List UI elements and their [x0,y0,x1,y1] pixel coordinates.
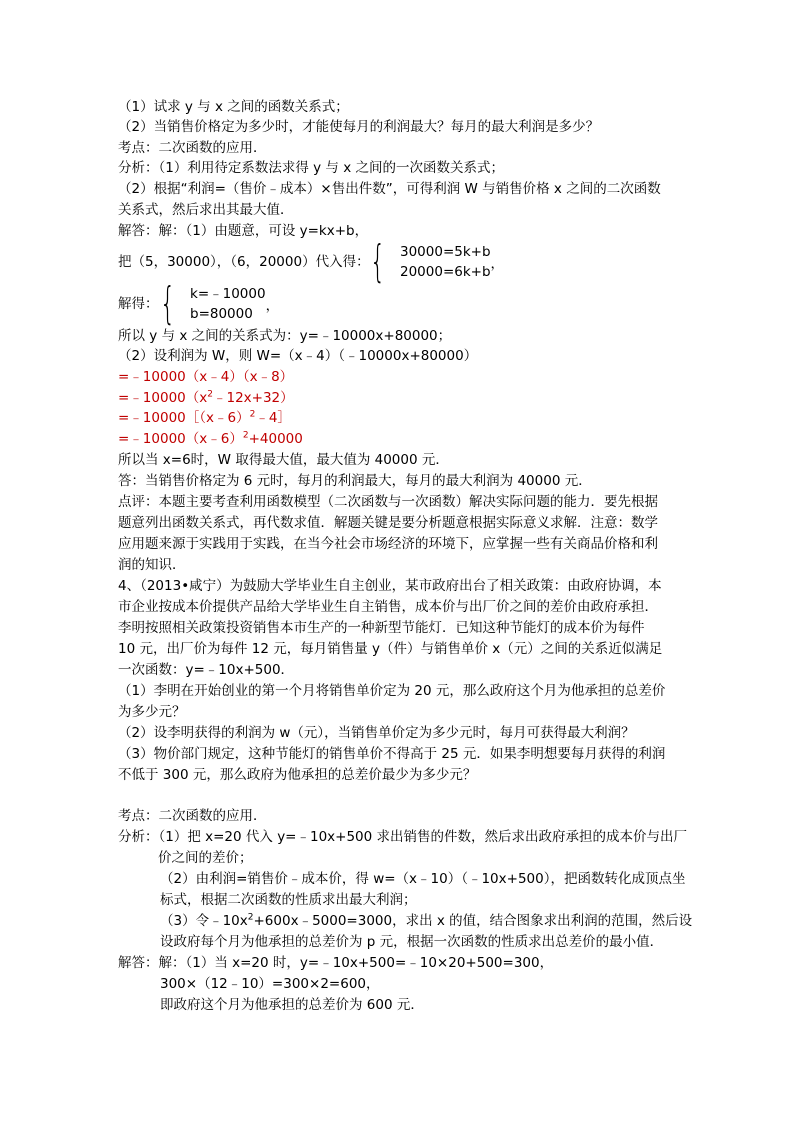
solution2-line-1: 解答：解：（1）当 x=20 时，y=﹣10x+500=﹣10×20+500=300， [118,955,554,971]
problem4-q1-line-1: （1）李明在开始创业的第一个月将销售单价定为 20 元，那么政府这个月为他承担的总差价 [118,683,666,699]
analysis2-line-4: 标式，根据二次函数的性质求出最大利润； [160,892,417,908]
solution-line-1: 解答：解：（1）由题意，可设 y=kx+b， [118,223,369,239]
substitute-text: 把（5，30000），（6，20000）代入得： [118,254,370,270]
expr: =﹣10000（x﹣6） [118,431,243,447]
expr: （3）令﹣10x [160,913,248,929]
problem4-line-1: 4、（2013•咸宁）为鼓励大学毕业生自主创业，某市政府出台了相关政策：由政府协调，本 [118,578,662,594]
brace-icon: { [370,236,386,287]
problem4-line-2: 市企业按成本价提供产品给大学毕业生自主销售，成本价与出厂价之间的差价由政府承担． [118,599,658,615]
subquestion-1: （1）试求 y 与 x 之间的函数关系式； [118,99,349,115]
relation-result: 所以 y 与 x 之间的关系式为：y=﹣10000x+80000； [118,328,452,344]
expr: +40000 [248,431,303,447]
exponent: 2 [207,389,213,400]
analysis-line-2: （2）根据“利润=（售价﹣成本）×售出件数”，可得利润 W 与销售价格 x 之间的二次函数 [118,181,661,197]
brace-icon: { [160,278,176,329]
derivation-step-3 [118,408,291,428]
equation: 30000=5k+b [400,244,491,260]
expr: +600x﹣5000=3000，求出 x 的值，结合图象求出利润的范围，然后设 [253,913,693,929]
equation-system-1 [370,236,505,287]
analysis2-line-3: （2）由利润=销售价﹣成本价，得 w=（x﹣10）（﹣10x+500），把函数转化成顶点坐 [160,871,686,887]
solution2-line-2: 300×（12﹣10）=300×2=600， [160,976,380,992]
problem4-q3-line-2: 不低于 300 元，那么政府为他承担的总差价最少为多少元？ [118,767,477,783]
analysis2-line-6: 设政府每个月为他承担的总差价为 p 元，根据一次函数的性质求出总差价的最小值． [160,934,664,950]
equation: 20000=6k+b [400,264,491,280]
exponent: 2 [249,409,256,420]
separator: ， [265,298,280,314]
analysis2-line-1: 分析：（1）把 x=20 代入 y=﹣10x+500 求出销售的件数，然后求出政府承担的成本价与出厂 [118,829,688,845]
expr: ﹣12x+32） [212,390,294,406]
equation: k=﹣10000 [190,286,266,302]
equation-system-2 [160,278,280,329]
derivation-step-2 [118,388,294,408]
solve-label: 解得： [118,296,159,312]
separator: ， [490,256,505,272]
expr: =﹣10000［（x﹣6） [118,410,250,426]
profit-setup: （2）设利润为 W，则 W=（x﹣4）（﹣10000x+80000） [118,348,478,364]
max-result: 所以当 x=6时，W 取得最大值，最大值为 40000 元． [118,452,449,468]
kaodian-label: 考点：二次函数的应用． [118,140,267,156]
expr: ﹣4］ [255,410,291,426]
derivation-step-1: =﹣10000（x﹣4）（x﹣8） [118,369,294,385]
problem4-q1-line-2: 为多少元？ [118,704,186,720]
comment-line-4: 润的知识． [118,557,186,573]
final-answer: 答：当销售价格定为 6 元时，每月的利润最大，每月的最大利润为 40000 元． [118,473,592,489]
comment-line-1: 点评：本题主要考查利用函数模型（二次函数与一次函数）解决实际问题的能力．要先根据 [118,494,658,510]
analysis-line-3: 关系式，然后求出其最大值． [118,202,294,218]
solution2-line-3: 即政府这个月为他承担的总差价为 600 元． [160,997,424,1013]
comment-line-3: 应用题来源于实践用于实践，在当今社会市场经济的环境下，应掌握一些有关商品价格和利 [118,536,658,552]
problem4-line-5: 一次函数：y=﹣10x+500． [118,662,295,678]
subquestion-2: （2）当销售价格定为多少时，才能使每月的利润最大？每月的最大利润是多少？ [118,119,600,135]
analysis-line-1: 分析：（1）利用待定系数法求得 y 与 x 之间的一次函数关系式； [118,160,504,176]
derivation-step-4 [118,429,303,449]
exponent: 2 [242,430,249,441]
kaodian-label-2: 考点：二次函数的应用． [118,808,267,824]
analysis2-line-2: 价之间的差价； [158,850,253,866]
problem4-line-4: 10 元，出厂价为每件 12 元，每月销售量 y（件）与销售单价 x（元）之间的关系近似满足 [118,641,663,657]
comment-line-2: 题意列出函数关系式，再代数求值．解题关键是要分析题意根据实际意义求解．注意：数学 [118,515,658,531]
problem4-q3-line-1: （3）物价部门规定，这种节能灯的销售单价不得高于 25 元．如果李明想要每月获得的利润 [118,746,666,762]
problem4-q2: （2）设李明获得的利润为 w（元），当销售单价定为多少元时，每月可获得最大利润？ [118,725,635,741]
expr: =﹣10000（x [118,390,208,406]
exponent: 2 [247,912,254,923]
equation: b=80000 [190,306,253,322]
problem4-line-3: 李明按照相关政策投资销售本市生产的一种新型节能灯．已知这种节能灯的成本价为每件 [118,620,645,636]
analysis2-line-5 [160,911,692,931]
